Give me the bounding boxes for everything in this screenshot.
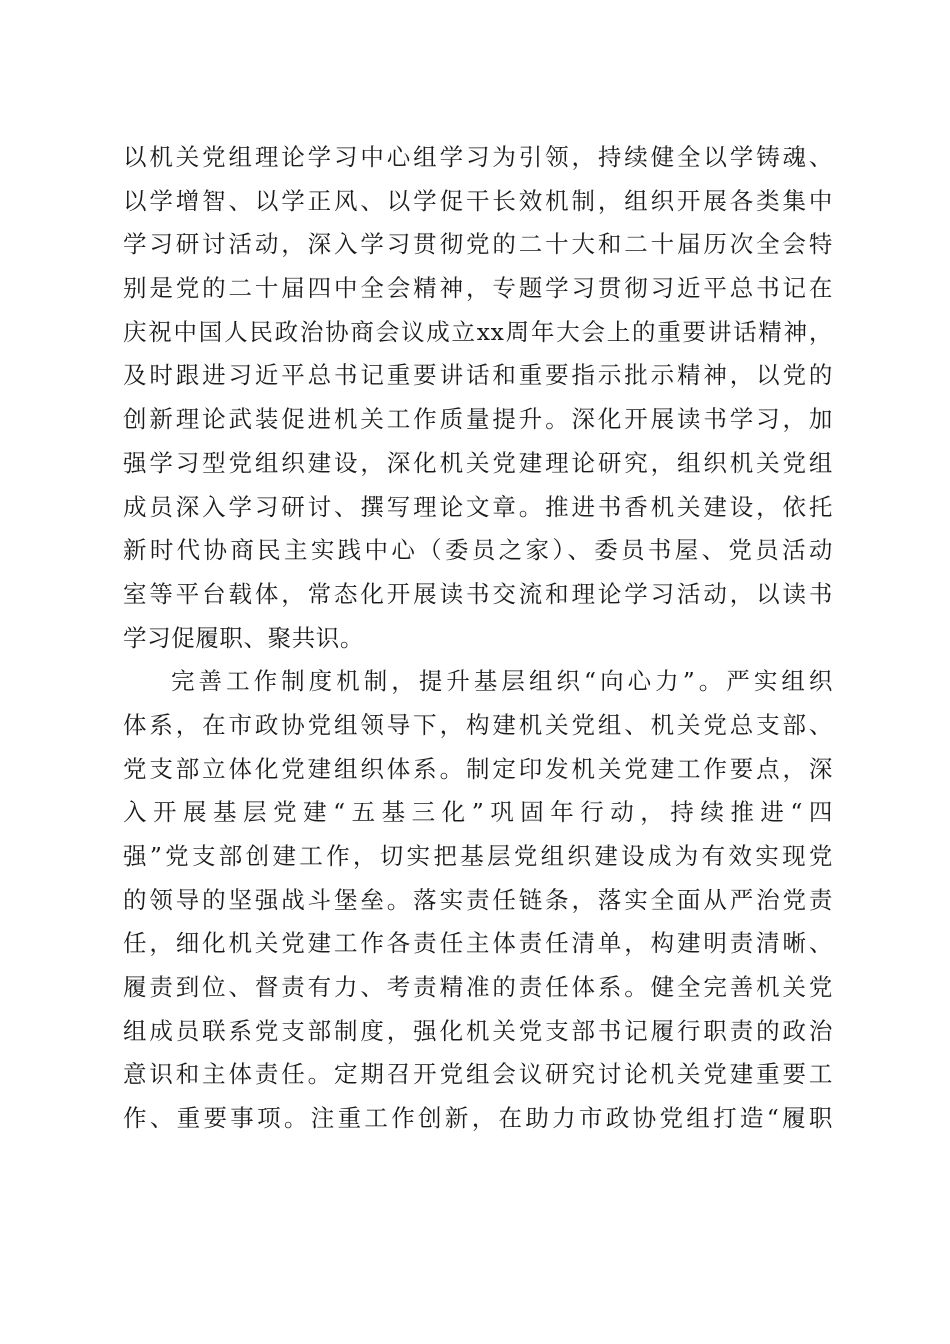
text-line: 庆祝中国人民政治协商会议成立xx周年大会上的重要讲话精神， — [123, 317, 833, 346]
text-line: 党支部立体化党建组织体系。制定印发机关党建工作要点，深 — [123, 754, 833, 783]
text-line: 学习研讨活动，深入学习贯彻党的二十大和二十届历次全会特 — [123, 230, 833, 259]
text-line: 意识和主体责任。定期召开党组会议研究讨论机关党建重要工 — [123, 1060, 833, 1089]
text-line: 完善工作制度机制，提升基层组织“向心力”。严实组织 — [171, 667, 833, 696]
paragraph — [123, 660, 833, 1141]
text-line: 以学增智、以学正风、以学促干长效机制，组织开展各类集中 — [123, 186, 833, 215]
text-line: 任，细化机关党建工作各责任主体责任清单，构建明责清晰、 — [123, 929, 833, 958]
text-line: 履责到位、督责有力、考责精准的责任体系。健全完善机关党 — [123, 973, 833, 1002]
text-line: 室等平台载体，常态化开展读书交流和理论学习活动，以读书 — [123, 579, 833, 608]
text-line: 入开展基层党建“五基三化”巩固年行动，持续推进“四 — [123, 798, 833, 827]
text-line: 新时代协商民主实践中心（委员之家）、委员书屋、党员活动 — [123, 536, 833, 565]
text-line: 组成员联系党支部制度，强化机关党支部书记履行职责的政治 — [123, 1016, 833, 1045]
text-line: 强”党支部创建工作，切实把基层党组织建设成为有效实现党 — [123, 842, 833, 870]
document-body — [123, 136, 833, 1141]
text-line: 以机关党组理论学习中心组学习为引领，持续健全以学铸魂、 — [123, 143, 833, 171]
text-line: 体系，在市政协党组领导下，构建机关党组、机关党总支部、 — [123, 710, 833, 739]
paragraph — [123, 136, 833, 660]
text-line: 的领导的坚强战斗堡垒。落实责任链条，落实全面从严治党责 — [123, 885, 833, 914]
text-line: 作、重要事项。注重工作创新，在助力市政协党组打造“履职 — [123, 1104, 833, 1133]
text-line: 别是党的二十届四中全会精神，专题学习贯彻习近平总书记在 — [123, 274, 833, 303]
text-line: 强学习型党组织建设，深化机关党建理论研究，组织机关党组 — [123, 448, 833, 477]
text-line: 创新理论武装促进机关工作质量提升。深化开展读书学习，加 — [123, 405, 833, 434]
text-line: 及时跟进习近平总书记重要讲话和重要指示批示精神，以党的 — [123, 361, 833, 390]
text-line: 成员深入学习研讨、撰写理论文章。推进书香机关建设，依托 — [123, 492, 833, 521]
text-line: 学习促履职、聚共识。 — [123, 623, 364, 652]
